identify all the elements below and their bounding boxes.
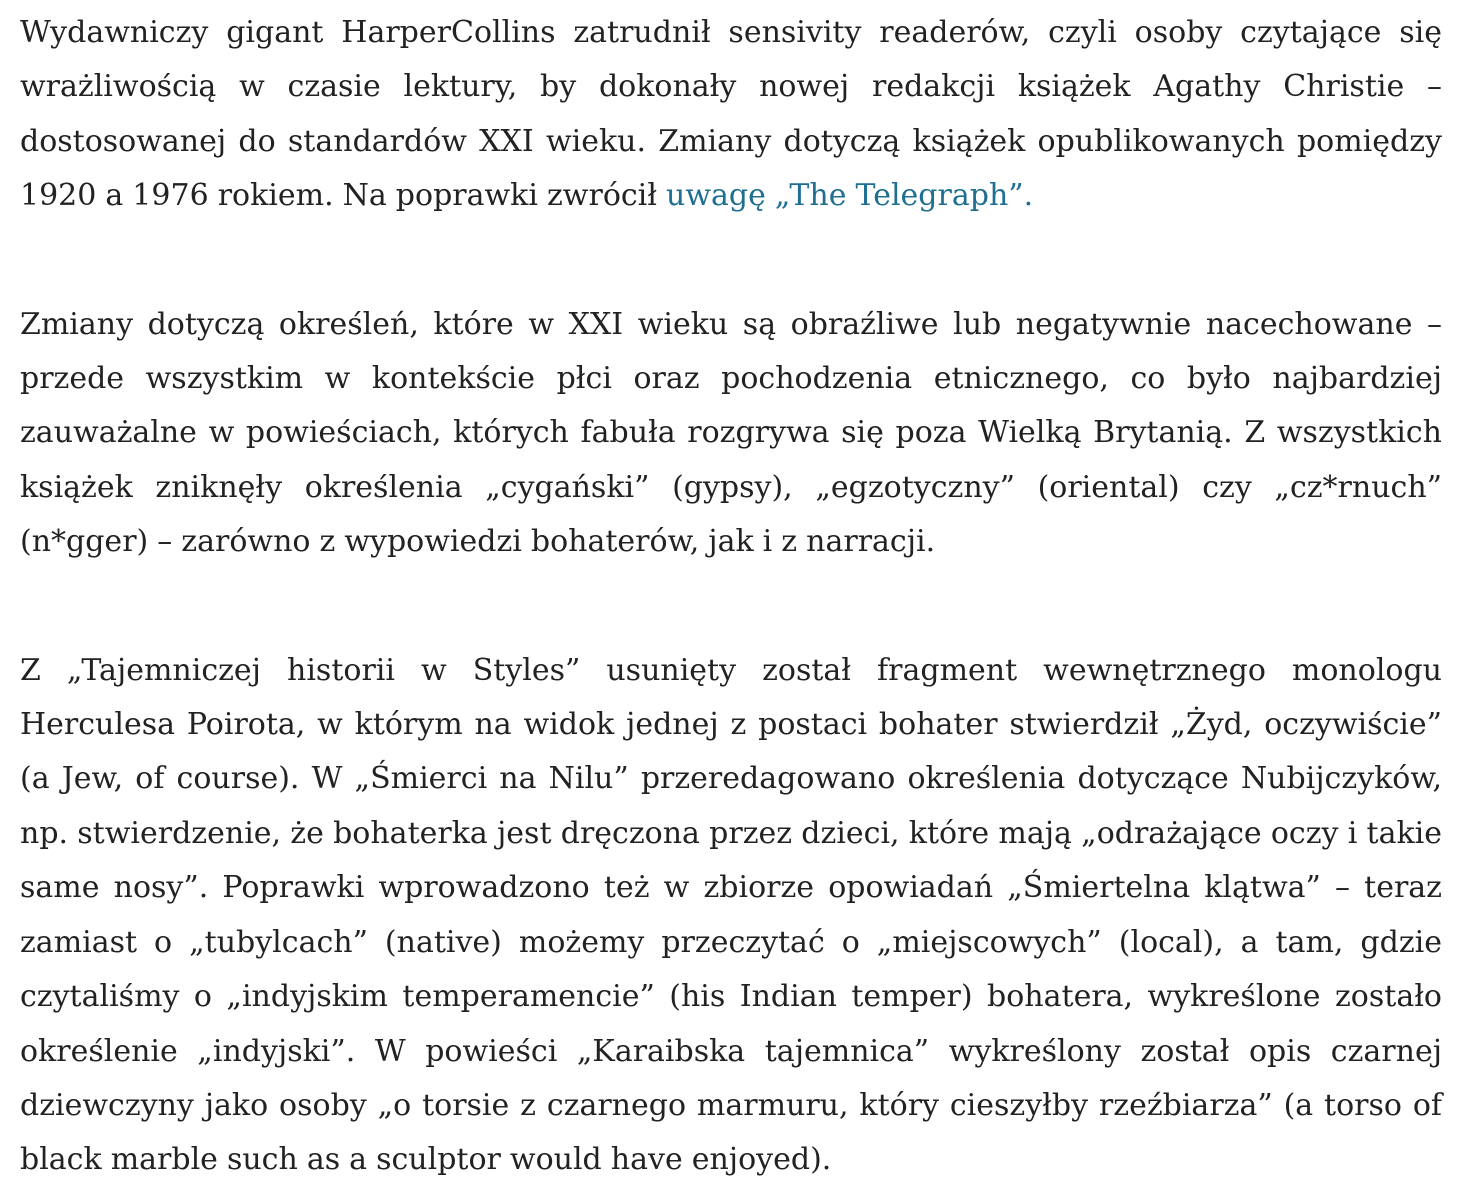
paragraph-changes: Zmiany dotyczą określeń, które w XXI wieku są obraźliwe lub negatywnie nacechowane – przede wszystkim w kontekście płci oraz pochodzenia etnicznego, co było najbardziej zauważalne w powieściach, których fabuła rozgrywa się poza Wielką Brytanią. Z wszystkich książek zniknęły określenia „cygański” (gypsy), „egzotyczny” (oriental) czy „cz*rnuch” (n*gger) – zarówno z wypowiedzi bohaterów, jak i z narracji.: [20, 306, 1442, 560]
paragraph-intro-text: Wydawniczy gigant HarperCollins zatrudnił sensivity readerów, czyli osoby czytające się wrażliwością w czasie lektury, by dokonały nowej redakcji książek Agathy Christie – dostosowanej do standardów XXI wieku. Zmiany dotyczą książek opublikowanych pomiędzy 1920 a 1976 rokiem. Na poprawki zwrócił: [20, 15, 1442, 214]
paragraph-examples: Z „Tajemniczej historii w Styles” usunięty został fragment wewnętrznego monologu Herculesa Poirota, w którym na widok jednej z postaci bohater stwierdził „Żyd, oczywiście” (a Jew, of course). W „Śmierci na Nilu” przeredagowano określenia dotyczące Nubijczyków, np. stwierdzenie, że bohaterka jest dręczona przez dzieci, które mają „odrażające oczy i takie same nosy”. Poprawki wprowadzono też w zbiorze opowiadań „Śmiertelna klątwa” – teraz zamiast o „tubylcach” (native) możemy przeczytać o „miejscowych” (local), a tam, gdzie czytaliśmy o „indyjskim temperamencie” (his Indian temper) bohatera, wykreślone zostało określenie „indyjski”. W powieści „Karaibska tajemnica” wykreślony został opis czarnej dziewczyny jako osoby „o torsie z czarnego marmuru, który cieszyłby rzeźbiarza” (a torso of black marble such as a sculptor would have enjoyed).: [20, 652, 1442, 1178]
paragraph-intro: [20, 0, 1442, 224]
telegraph-link[interactable]: uwagę „The Telegraph”.: [666, 178, 1034, 214]
